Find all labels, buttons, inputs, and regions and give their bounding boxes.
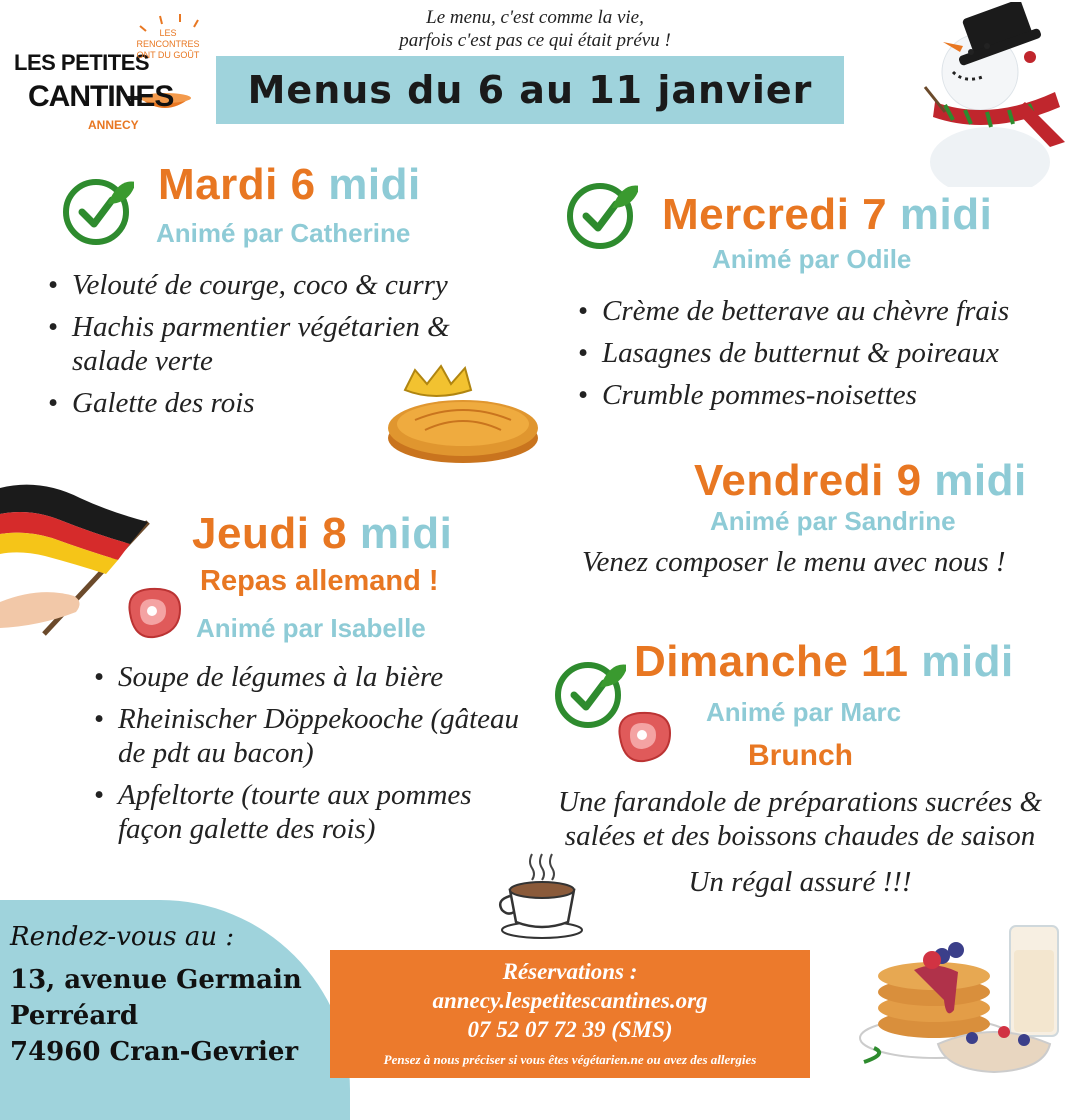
mardi-midi: midi <box>328 160 421 209</box>
mercredi-host: Animé par Odile <box>712 244 912 274</box>
list-item: • Lasagnes de butternut & poireaux <box>576 336 1076 370</box>
address-line3: 74960 Cran-Gevrier <box>10 1037 299 1067</box>
snowman-illustration <box>905 2 1075 187</box>
list-item: • Crumble pommes-noisettes <box>576 378 1076 412</box>
title-banner <box>216 56 844 124</box>
mardi-day: Mardi 6 <box>158 160 316 209</box>
reservations-phone: 07 52 07 72 39 (SMS) <box>467 1017 673 1042</box>
dimanche-text-line1: Une farandole de préparations sucrées & <box>557 786 1043 818</box>
logo-line2: CANTINES <box>28 80 174 113</box>
reservations-note: Pensez à nous préciser si vous êtes végétarien.ne ou avez des allergies <box>383 1052 757 1067</box>
page-title: Menus du 6 au 11 janvier <box>247 68 813 112</box>
jeudi-theme: Repas allemand ! <box>200 565 439 597</box>
coffee-cup-illustration <box>494 850 590 942</box>
logo-arc-text: LES RENCONTRES ONT DU GOÛT <box>136 28 200 60</box>
vegetarian-check-icon <box>566 178 638 250</box>
logo-line1: LES PETITES <box>14 50 150 75</box>
address-block <box>10 922 330 1070</box>
logo <box>10 10 210 140</box>
mercredi-title <box>662 190 992 240</box>
dimanche-day: Dimanche 11 <box>634 637 909 686</box>
dimanche-text-line2: salées et des boissons chaudes de saison <box>564 820 1036 852</box>
vegetarian-check-icon <box>62 174 134 246</box>
dimanche-host: Animé par Marc <box>706 697 902 727</box>
meat-icon <box>122 583 186 643</box>
mercredi-day: Mercredi 7 <box>662 190 888 239</box>
address-line2: Perréard <box>10 1001 139 1031</box>
vendredi-midi: midi <box>934 456 1027 505</box>
vendredi-host: Animé par Sandrine <box>710 506 956 536</box>
list-item: • Rheinischer Döppekooche (gâteau de pdt au bacon) <box>92 702 532 770</box>
list-item: • Galette des rois <box>46 386 506 420</box>
mercredi-midi: midi <box>899 190 993 239</box>
reservations-block <box>320 958 820 1070</box>
meat-icon <box>612 707 676 767</box>
vendredi-day: Vendredi 9 <box>694 456 922 505</box>
pancakes-illustration <box>854 920 1074 1076</box>
reservations-url[interactable]: annecy.lespetitescantines.org <box>432 988 708 1013</box>
jeudi-title <box>192 509 452 559</box>
list-item: • Hachis parmentier végétarien & salade verte <box>46 310 506 378</box>
list-item: • Velouté de courge, coco & curry <box>46 268 506 302</box>
vendredi-title <box>694 456 1027 506</box>
list-item: • Soupe de légumes à la bière <box>92 660 532 694</box>
dimanche-text-line3: Un régal assuré !!! <box>688 866 912 898</box>
rdv-label: Rendez-vous au : <box>10 922 235 952</box>
mardi-title <box>158 160 421 210</box>
list-item: • Apfeltorte (tourte aux pommes façon galette des rois) <box>92 778 532 846</box>
tagline-line2: parfois c'est pas ce qui était prévu ! <box>399 30 671 51</box>
jeudi-menu-list <box>92 660 532 854</box>
dimanche-title <box>634 637 1014 687</box>
vendredi-text: Venez composer le menu avec nous ! <box>582 546 1006 578</box>
jeudi-midi: midi <box>359 509 453 558</box>
mardi-host: Animé par Catherine <box>156 218 411 248</box>
list-item: • Crème de betterave au chèvre frais <box>576 294 1076 328</box>
jeudi-host: Animé par Isabelle <box>196 613 426 643</box>
mercredi-menu-list <box>576 294 1076 420</box>
reservations-title: Réservations : <box>502 959 638 984</box>
tagline <box>330 6 740 52</box>
logo-line3: ANNECY <box>88 118 139 132</box>
jeudi-day: Jeudi 8 <box>192 509 348 558</box>
tagline-line1: Le menu, c'est comme la vie, <box>426 7 644 28</box>
dimanche-midi: midi <box>921 637 1014 686</box>
dimanche-text <box>530 785 1070 899</box>
address-line1: 13, avenue Germain <box>10 965 302 995</box>
dimanche-theme: Brunch <box>748 739 853 772</box>
galette-illustration <box>385 360 545 470</box>
